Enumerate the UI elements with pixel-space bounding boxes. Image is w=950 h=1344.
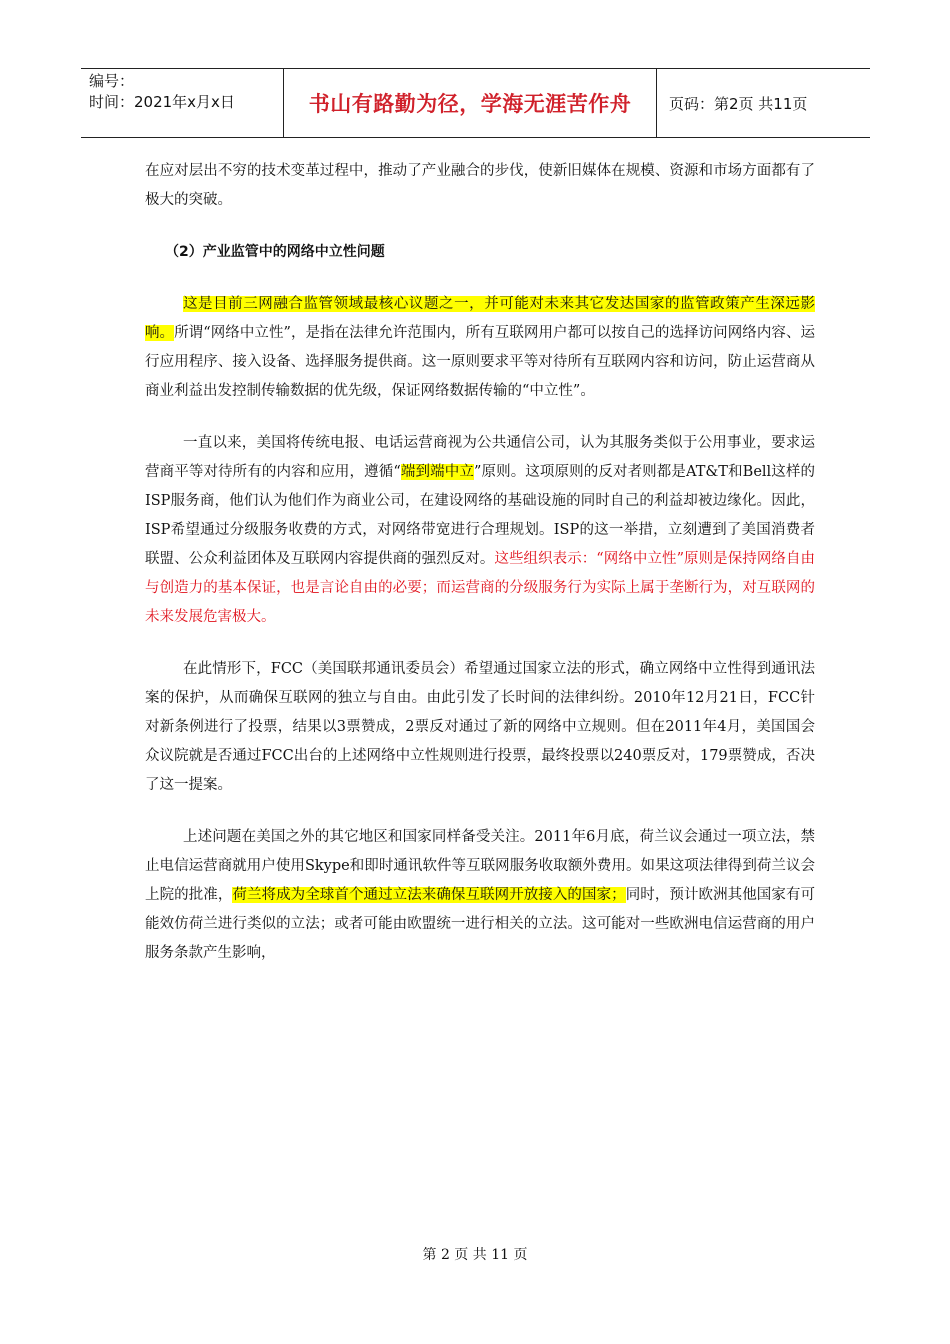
highlight-text: 端到端中立 (400, 464, 474, 480)
paragraph-2-text: 所谓“网络中立性”，是指在法律允许范围内，所有互联网用户都可以按自己的选择访问网络内容、运行应用程序、接入设备、选择服务提供商。这一原则要求平等对待所有互联网内容和访问，防止运营商从商业利益出发控制传输数据的优先级，保证网络数据传输的“中立性”。 (145, 325, 816, 399)
page-header (81, 68, 870, 138)
paragraph-2 (145, 290, 815, 406)
section-heading: （2）产业监管中的网络中立性问题 (165, 244, 385, 260)
paragraph-1: 在应对层出不穷的技术变革过程中，推动了产业融合的步伐，使新旧媒体在规模、资源和市场方面都有了极大的突破。 (145, 163, 815, 208)
time-label: 时间：2021年x月x日 (89, 93, 235, 111)
paragraph-3 (145, 429, 815, 632)
highlight-text: 荷兰将成为全球首个通过立法来确保互联网开放接入的国家； (232, 887, 626, 903)
header-meta (81, 69, 283, 137)
number-label: 编号： (89, 72, 135, 90)
red-emphasis-text: 这些组织表示：“网络中立性”原则是保持网络自由与创造力的基本保证，也是言论自由的必要；而运营商的分级服务行为实际上属于垄断行为，对互联网的未来发展危害极大。 (145, 551, 816, 625)
paragraph-5 (145, 823, 815, 968)
header-motto: 书山有路勤为径，学海无涯苦作舟 (283, 69, 657, 137)
paragraph-5-text-a: 上述问题在美国之外的其它地区和国家同样备受关注。2011年6月底，荷兰议会通过一项立法，禁止电信运营商就用户使用Skype和即时通讯软件等互联网服务收取额外费用。如果这项法律得到荷兰议会上院的批准， (145, 829, 815, 903)
highlight-text: 这是目前三网融合监管领域最核心议题之一，并可能对未来其它发达国家的监管政策产生深远影响。 (145, 296, 815, 341)
page-footer: 第 2 页 共 11 页 (422, 1247, 528, 1263)
header-page-info: 页码：第2页 共11页 (669, 94, 808, 113)
paragraph-3-text-a: 一直以来，美国将传统电报、电话运营商视为公共通信公司，认为其服务类似于公用事业，要求运营商平等对待所有的内容和应用，遵循“ (145, 435, 815, 480)
paragraph-4: 在此情形下，FCC（美国联邦通讯委员会）希望通过国家立法的形式，确立网络中立性得到通讯法案的保护，从而确保互联网的独立与自由。由此引发了长时间的法律纠纷。2010年12月21日，FCC针对新条例进行了投票，结果以3票赞成，2票反对通过了新的网络中立规则。但在2011年4月，美国国会众议院就是否通过FCC出台的上述网络中立性规则进行投票，最终投票以240票反对，179票赞成，否决了这一提案。 (145, 661, 815, 793)
document-body (145, 157, 815, 968)
paragraph-3-text-b: ”原则。这项原则的反对者则都是AT&T和Bell这样的ISP服务商，他们认为他们作为商业公司，在建设网络的基础设施的同时自己的利益却被边缘化。因此，ISP希望通过分级服务收费的方式，对网络带宽进行合理规划。ISP的这一举措，立刻遭到了美国消费者联盟、公众利益团体及互联网内容提供商的强烈反对。 (145, 464, 815, 567)
paragraph-5-text-b: 同时，预计欧洲其他国家有可能效仿荷兰进行类似的立法；或者可能由欧盟统一进行相关的立法。这可能对一些欧洲电信运营商的用户服务条款产生影响， (145, 887, 816, 961)
